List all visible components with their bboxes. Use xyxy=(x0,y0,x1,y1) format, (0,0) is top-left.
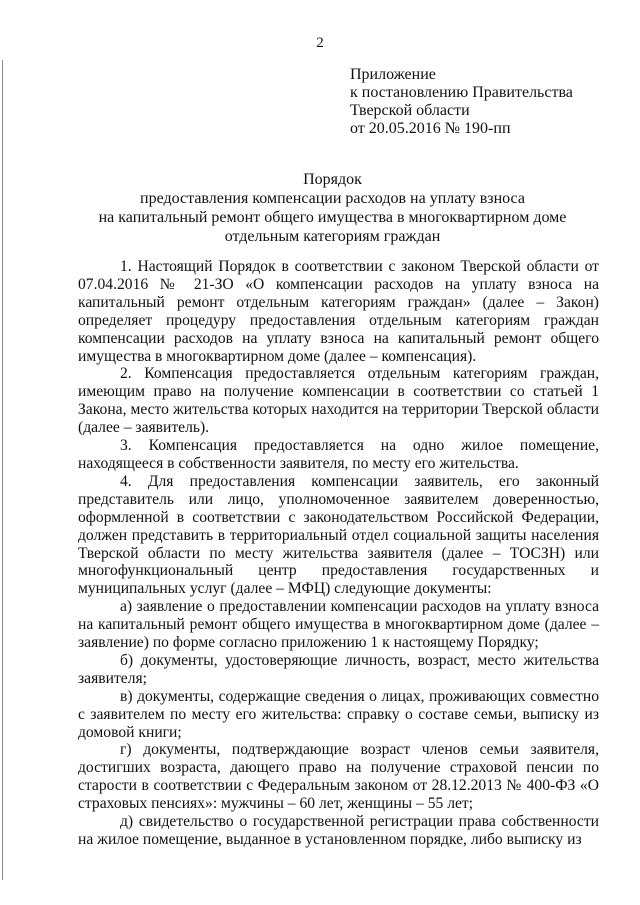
appendix-line-1: Приложение xyxy=(350,66,436,83)
appendix-line-3: Тверской области xyxy=(350,102,470,119)
appendix-line-4: от 20.05.2016 № 190-пп xyxy=(350,120,511,137)
paragraph-4: 4. Для предоставления компенсации заявитель, его законный представитель или лицо, уполномоченное заявителем доверенностью, оформленной в соответствии с законодательством Российской Федерации, должен представить в территориальный отдел социальной защиты населения Тверской области по месту жительства заявителя (далее – ТОСЗН) или многофункциональный центр предоставления государственных и муниципальных услуг (далее – МФЦ) следующие документы: xyxy=(78,472,599,598)
scan-edge-line xyxy=(2,60,3,880)
document-title xyxy=(60,170,605,246)
paragraph-1: 1. Настоящий Порядок в соответствии с законом Тверской области от 07.04.2016 № 21-ЗО «О компенсации расходов на уплату взноса на капитальный ремонт отдельным категориям граждан» (далее – Закон) определяет процедуру предоставления отдельным категориям граждан компенсации расходов на уплату взноса на капитальный ремонт общего имущества в многоквартирном доме (далее – компенсация). xyxy=(78,258,599,365)
paragraph-4d: г) документы, подтверждающие возраст членов семьи заявителя, достигших возраста, дающего право на получение страховой пенсии по старости в соответствии с Федеральным законом от 28.12.2013 № 400-ФЗ «О страховых пенсиях»: мужчины – 60 лет, женщины – 55 лет; xyxy=(78,741,599,813)
paragraph-2: 2. Компенсация предоставляется отдельным категориям граждан, имеющим право на получение компенсации в соответствии со статьей 1 Закона, место жительства которых находится на территории Тверской области (далее – заявитель). xyxy=(78,365,599,437)
title-line-2: предоставления компенсации расходов на уплату взноса xyxy=(140,190,525,207)
document-body xyxy=(78,258,599,849)
paragraph-4e: д) свидетельство о государственной регистрации права собственности на жилое помещение, выданное в установленном порядке, либо выписку из xyxy=(78,813,599,848)
paragraph-4a: а) заявление о предоставлении компенсации расходов на уплату взноса на капитальный ремонт общего имущества в многоквартирном доме (далее – заявление) по форме согласно приложению 1 к настоящему Порядку; xyxy=(78,598,599,652)
title-line-4: отдельным категориям граждан xyxy=(224,228,441,245)
appendix-header xyxy=(350,66,573,138)
title-line-3: на капитальный ремонт общего имущества в многоквартирном доме xyxy=(98,209,567,226)
paragraph-4c: в) документы, содержащие сведения о лицах, проживающих совместно с заявителем по месту его жительства: справку о составе семьи, выписку из домовой книги; xyxy=(78,687,599,741)
page-number: 2 xyxy=(316,35,324,51)
title-line-1: Порядок xyxy=(303,171,362,188)
paragraph-3: 3. Компенсация предоставляется на одно жилое помещение, находящееся в собственности заявителя, по месту его жительства. xyxy=(78,437,599,472)
appendix-line-2: к постановлению Правительства xyxy=(350,84,573,101)
paragraph-4b: б) документы, удостоверяющие личность, возраст, место жительства заявителя; xyxy=(78,651,599,687)
